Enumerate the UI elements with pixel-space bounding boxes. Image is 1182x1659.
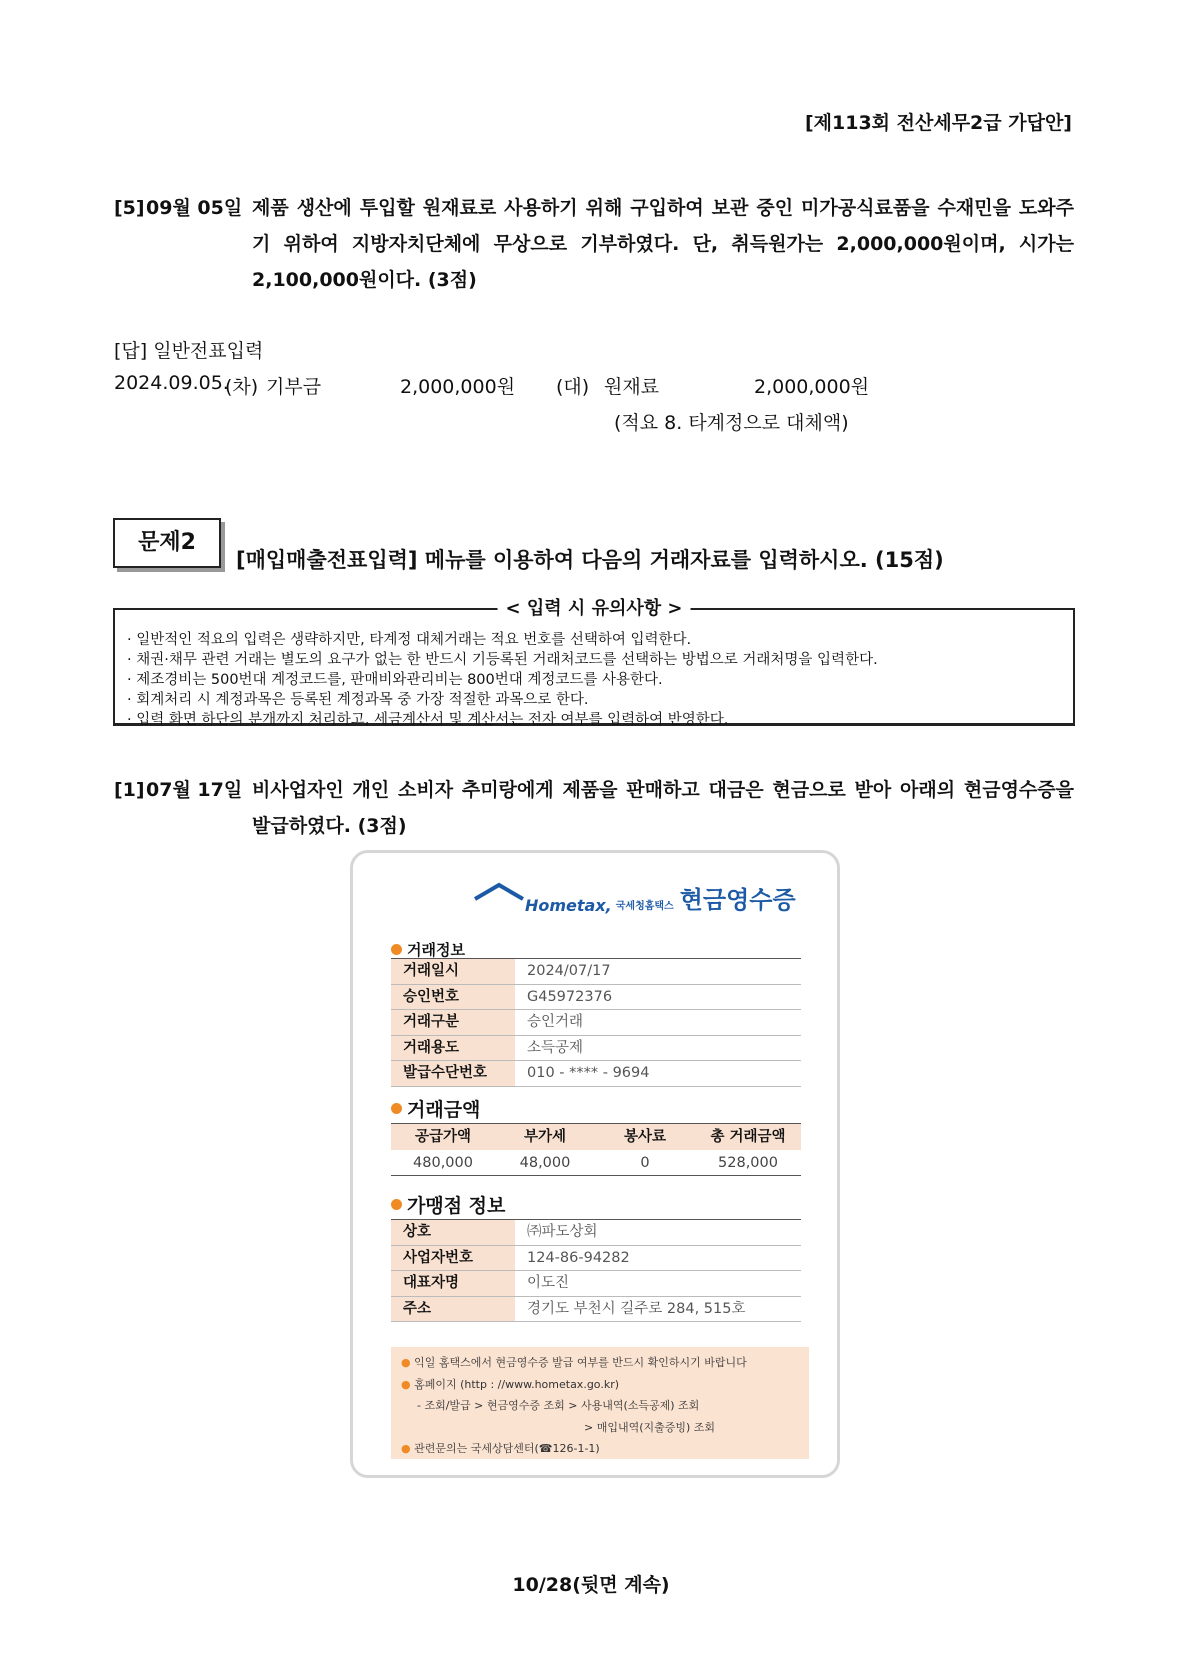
section-transaction-info: 거래정보 xyxy=(391,939,465,960)
notice-item: · 일반적인 적요의 입력은 생략하지만, 타계정 대체거래는 적요 번호를 선택하여 입력한다. xyxy=(127,630,1073,650)
notice-item: · 회계처리 시 계정과목은 등록된 계정과목 중 가장 적절한 과목으로 한다. xyxy=(127,690,1073,710)
receipt-title: 현금영수증 xyxy=(679,886,796,914)
brand-name: Hometax, xyxy=(525,896,612,915)
entry-date: 2024.09.05. xyxy=(114,372,229,394)
transaction-info-table xyxy=(391,958,801,1087)
problem-title: [매입매출전표입력] 메뉴를 이용하여 다음의 거래자료를 입력하시오. (15점) xyxy=(236,548,944,572)
problem-badge: 문제2 xyxy=(113,518,221,568)
table-row: 주소 경기도 부천시 길주로 284, 515호 xyxy=(391,1297,801,1323)
question-number: [1] xyxy=(114,779,145,801)
note-line: > 매입내역(지출증빙) 조회 xyxy=(584,1420,716,1434)
receipt-footnote xyxy=(391,1347,809,1459)
hometax-logo xyxy=(471,879,796,915)
notice-item: · 제조경비는 500번대 계정코드를, 판매비와관리비는 800번대 계정코드를 사용한다. xyxy=(127,670,1073,690)
note-line: ● 관련문의는 국세상담센터(☎126-1-1) xyxy=(401,1438,809,1460)
bullet-icon xyxy=(391,1199,402,1210)
entry-note: (적요 8. 타계정으로 대체액) xyxy=(614,412,849,434)
debit-account: 기부금 xyxy=(266,376,322,398)
question-number: [5] xyxy=(114,197,145,219)
debit-label: (차) xyxy=(225,376,259,398)
notice-item: · 채권·채무 관련 거래는 별도의 요구가 없는 한 반드시 기등록된 거래처코드를 선택하는 방법으로 거래처명을 입력한다. xyxy=(127,650,1073,670)
amount-value-row: 480,000 48,000 0 528,000 xyxy=(391,1150,801,1176)
question-text: 비사업자인 개인 소비자 추미랑에게 제품을 판매하고 대금은 현금으로 받아 아래의 현금영수증을 발급하였다. (3점) xyxy=(252,779,1074,837)
journal-entry xyxy=(114,372,870,408)
notice-box xyxy=(113,598,1075,728)
debit-amount: 2,000,000원 xyxy=(400,376,516,398)
amount-table xyxy=(391,1123,801,1176)
notice-title: < 입력 시 유의사항 > xyxy=(498,594,691,620)
house-icon xyxy=(471,881,529,915)
exam-title: [제113회 전산세무2급 가답안] xyxy=(804,112,1072,134)
table-row: 상호 ㈜파도상회 xyxy=(391,1220,801,1246)
section-store-info: 가맹점 정보 xyxy=(391,1191,505,1218)
note-line: - 조회/발급 > 현금영수증 조회 > 사용내역(소득공제) 조회 xyxy=(417,1399,700,1412)
credit-amount: 2,000,000원 xyxy=(754,376,870,398)
brand-sub: 국세청홈택스 xyxy=(615,901,674,912)
credit-account: 원재료 xyxy=(604,376,660,398)
question-5 xyxy=(114,190,1074,298)
amount-header-row: 공급가액 부가세 봉사료 총 거래금액 xyxy=(391,1124,801,1150)
question-date: 09월 05일 xyxy=(146,197,243,219)
question-1 xyxy=(114,772,1074,844)
answer-title: [답] 일반전표입력 xyxy=(114,340,264,362)
table-row: 사업자번호 124-86-94282 xyxy=(391,1246,801,1272)
section-amount: 거래금액 xyxy=(391,1095,480,1122)
store-info-table xyxy=(391,1219,801,1322)
bullet-icon xyxy=(391,944,402,955)
cash-receipt xyxy=(350,850,840,1478)
table-row: 발급수단번호 010 - **** - 9694 xyxy=(391,1061,801,1087)
table-row: 거래용도 소득공제 xyxy=(391,1036,801,1062)
table-row: 대표자명 이도진 xyxy=(391,1271,801,1297)
note-line: ● 익일 홈택스에서 현금영수증 발급 여부를 반드시 확인하시기 바랍니다 xyxy=(401,1352,809,1374)
table-row: 거래구분 승인거래 xyxy=(391,1010,801,1036)
table-row: 승인번호 G45972376 xyxy=(391,985,801,1011)
answer-block xyxy=(114,336,870,444)
question-text: 제품 생산에 투입할 원재료로 사용하기 위해 구입하여 보관 중인 미가공식료품을 수재민을 도와주기 위하여 지방자치단체에 무상으로 기부하였다. 단, 취득원가는 2,000,000원이며, 시가는 2,100,000원이다. (3점) xyxy=(252,197,1074,291)
notice-item: · 입력 화면 하단의 분개까지 처리하고, 세금계산서 및 계산서는 전자 여부를 입력하여 반영한다. xyxy=(127,710,1073,730)
table-row: 거래일시 2024/07/17 xyxy=(391,959,801,985)
page-number: 10/28(뒷면 계속) xyxy=(512,1574,670,1596)
credit-label: (대) xyxy=(556,376,590,398)
question-date: 07월 17일 xyxy=(146,779,243,801)
bullet-icon xyxy=(391,1103,402,1114)
note-line: ● 홈페이지 (http : //www.hometax.go.kr) xyxy=(401,1374,809,1396)
